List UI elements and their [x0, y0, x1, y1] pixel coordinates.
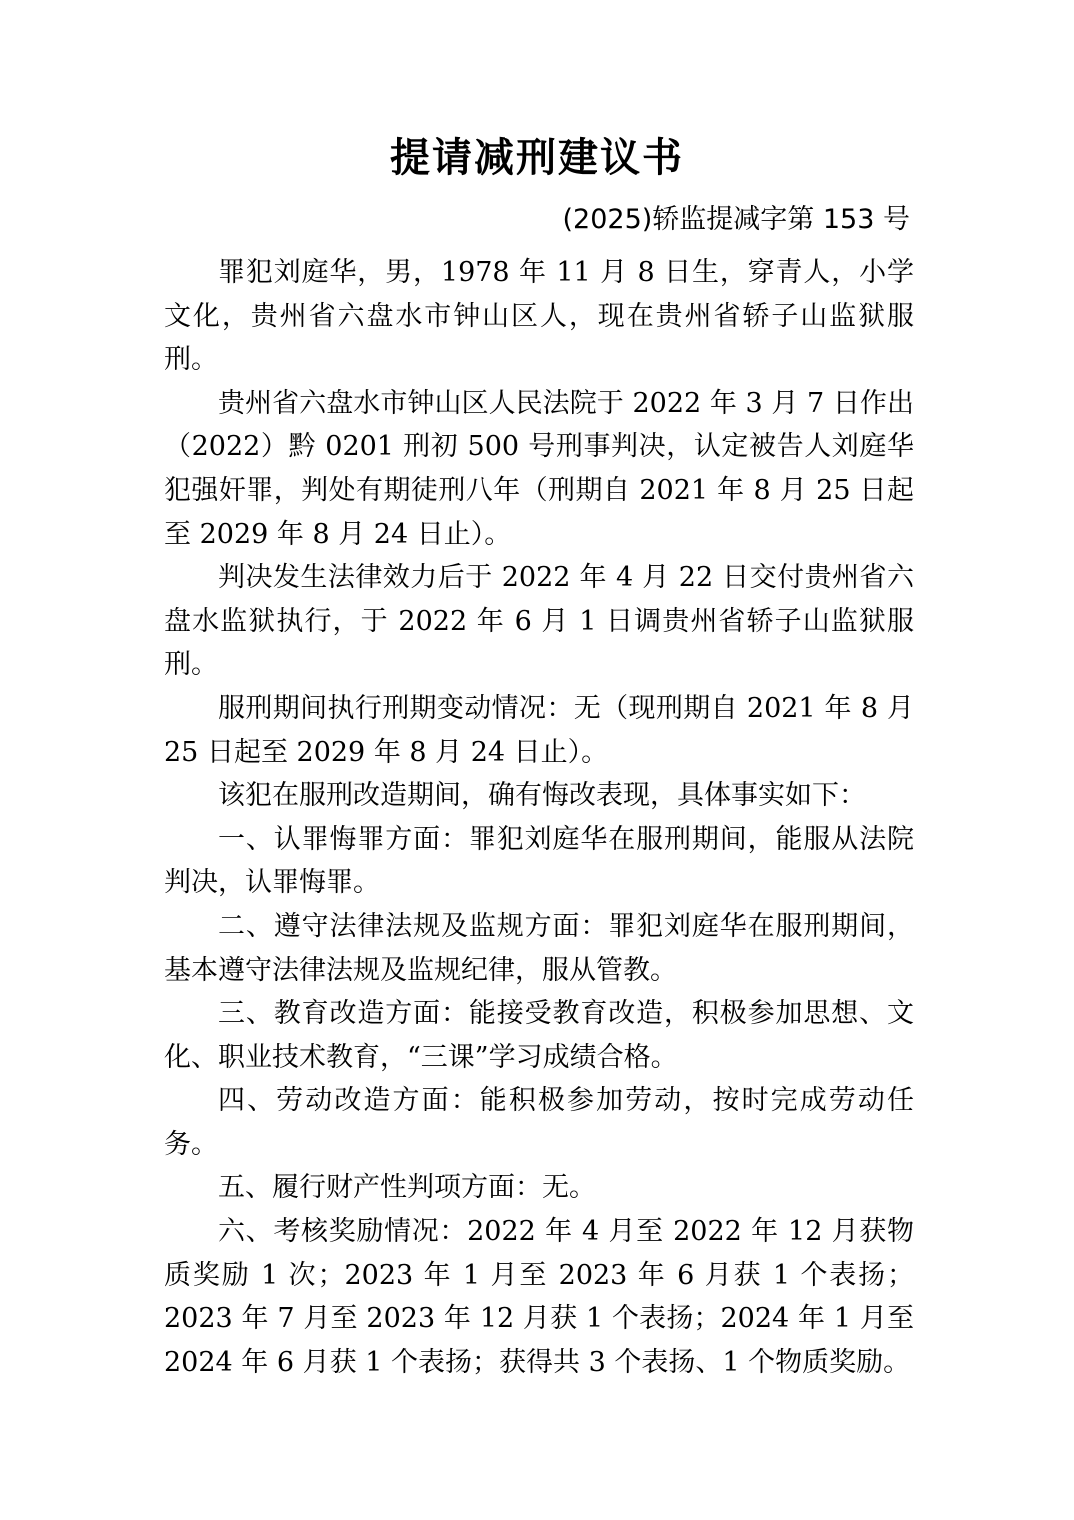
paragraph-repentance: 一、认罪悔罪方面：罪犯刘庭华在服刑期间，能服从法院判决，认罪悔罪。	[164, 823, 914, 899]
paragraph-property: 五、履行财产性判项方面：无。	[218, 1172, 596, 1204]
document-number: (2025)轿监提减字第 153 号	[562, 204, 910, 235]
paragraph-rewards: 六、考核奖励情况：2022 年 4 月至 2022 年 12 月获物质奖励 1 次；2023 年 1 月至 2023 年 6 月获 1 个表扬；2023 年 7 月至 2023 年 12 月获 1 个表扬；2024 年 1 月至 2024 年 6 月获 1 个表扬；获得共 3 个表扬、1 个物质奖励。	[164, 1216, 914, 1378]
paragraph-facts-intro: 该犯在服刑改造期间，确有悔改表现，具体事实如下：	[218, 780, 866, 812]
document-title: 提请减刑建议书	[390, 134, 684, 181]
paragraph-discipline: 二、遵守法律法规及监规方面：罪犯刘庭华在服刑期间，基本遵守法律法规及监规纪律，服从管教。	[164, 910, 914, 986]
paragraph-sentence-change: 服刑期间执行刑期变动情况：无（现刑期自 2021 年 8 月 25 日起至 2029 年 8 月 24 日止）。	[164, 692, 914, 768]
paragraph-personal-info: 罪犯刘庭华，男，1978 年 11 月 8 日生，穿青人，小学文化，贵州省六盘水市钟山区人，现在贵州省轿子山监狱服刑。	[164, 257, 914, 376]
paragraph-execution: 判决发生法律效力后于 2022 年 4 月 22 日交付贵州省六盘水监狱执行，于 2022 年 6 月 1 日调贵州省轿子山监狱服刑。	[164, 562, 914, 681]
document-body	[164, 251, 914, 1384]
paragraph-labor: 四、劳动改造方面：能积极参加劳动，按时完成劳动任务。	[164, 1085, 914, 1160]
paragraph-education: 三、教育改造方面：能接受教育改造，积极参加思想、文化、职业技术教育，“三课”学习成绩合格。	[164, 998, 914, 1073]
paragraph-judgment: 贵州省六盘水市钟山区人民法院于 2022 年 3 月 7 日作出（2022）黔 0201 刑初 500 号刑事判决，认定被告人刘庭华犯强奸罪，判处有期徒刑八年（刑期自 2021 年 8 月 25 日起至 2029 年 8 月 24 日止）。	[164, 387, 914, 550]
